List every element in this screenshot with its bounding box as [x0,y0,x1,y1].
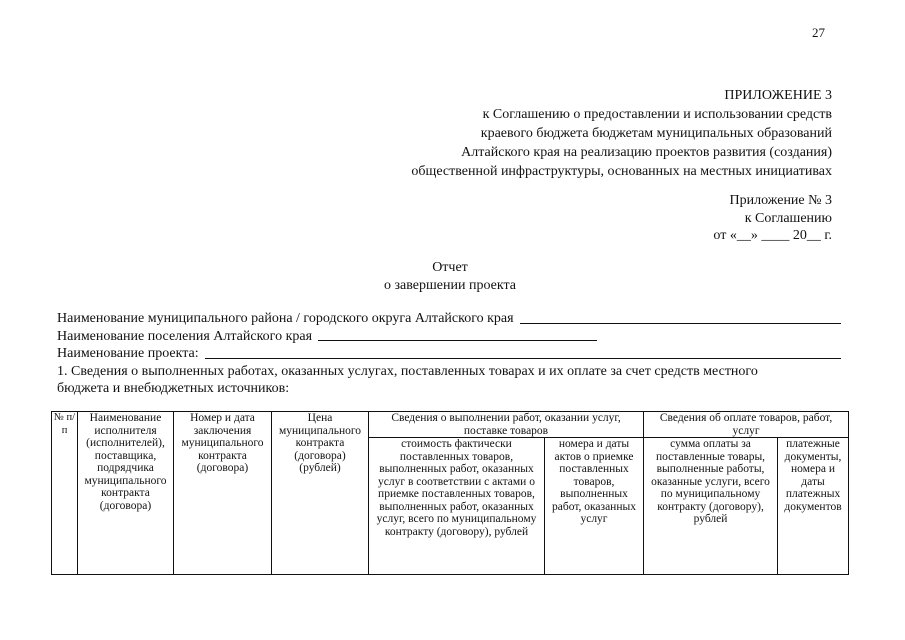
header-contract-price: Цена муниципального контракта (договора) (рублей) [272,412,369,575]
header-payment-group: Сведения об оплате товаров, работ, услуг [644,412,849,438]
section1-line2: бюджета и внебюджетных источников: [57,381,290,397]
report-fields [57,310,847,398]
report-heading [300,259,600,294]
appendix-line: общественной инфраструктуры, основанных на местных инициативах [411,164,832,179]
project-field-row [57,345,847,363]
district-label: Наименование муниципального района / городского округа Алтайского края [57,311,514,326]
header-num: № п/п [52,412,78,575]
project-blank-line[interactable] [205,345,841,359]
appendix-title: ПРИЛОЖЕНИЕ 3 [724,88,832,103]
report-table [51,411,849,575]
settlement-blank-line[interactable] [318,328,597,342]
header-payment-docs: платежные документы, номера и даты платежных документов [778,438,849,575]
report-title: Отчет [432,260,468,275]
appendix-ref-title: Приложение № 3 [729,193,832,208]
appendix-line: краевого бюджета бюджетам муниципальных образований [480,126,832,141]
appendix-header [312,86,832,181]
header-paid: сумма оплаты за поставленные товары, выполненные работы, оказанные услуги, всего по муниципальному контракту (договору), рублей [644,438,778,575]
appendix-ref-line: к Соглашению [744,210,832,226]
page-number: 27 [812,25,825,40]
report-subtitle: о завершении проекта [384,277,516,293]
table-header-row [52,412,849,438]
header-cost: стоимость фактически поставленных товаров, выполненных работ, оказанных услуг в соответствии с актами о приемке поставленных товаров, выполненных работ, оказанных услуг, всего по муниципальному контракту (договору), рублей [369,438,545,575]
header-acts: номера и даты актов о приемке поставленных товаров, выполненных работ, оказанных услуг [545,438,644,575]
section1-line1: 1. Сведения о выполненных работах, оказанных услугах, поставленных товарах и их оплате за счет средств местного [57,363,758,379]
report-table-wrap [51,411,848,575]
district-field-row [57,310,847,328]
appendix-line: к Соглашению о предоставлении и использовании средств [482,107,832,122]
appendix-line: Алтайского края на реализацию проектов развития (создания) [461,145,832,160]
appendix-reference [532,192,832,245]
appendix-ref-date: от «__» ____ 20__ г. [713,228,832,243]
settlement-label: Наименование поселения Алтайского края [57,328,313,344]
settlement-field-row [57,328,847,346]
district-blank-line[interactable] [520,310,841,324]
header-contract-date: Номер и дата заключения муниципального контракта (договора) [174,412,272,575]
project-label: Наименование проекта: [57,346,199,362]
header-work-group: Сведения о выполнении работ, оказании услуг, поставке товаров [369,412,644,438]
header-contractor: Наименование исполнителя (исполнителей), поставщика, подрядчика муниципального контракта (договора) [78,412,174,575]
